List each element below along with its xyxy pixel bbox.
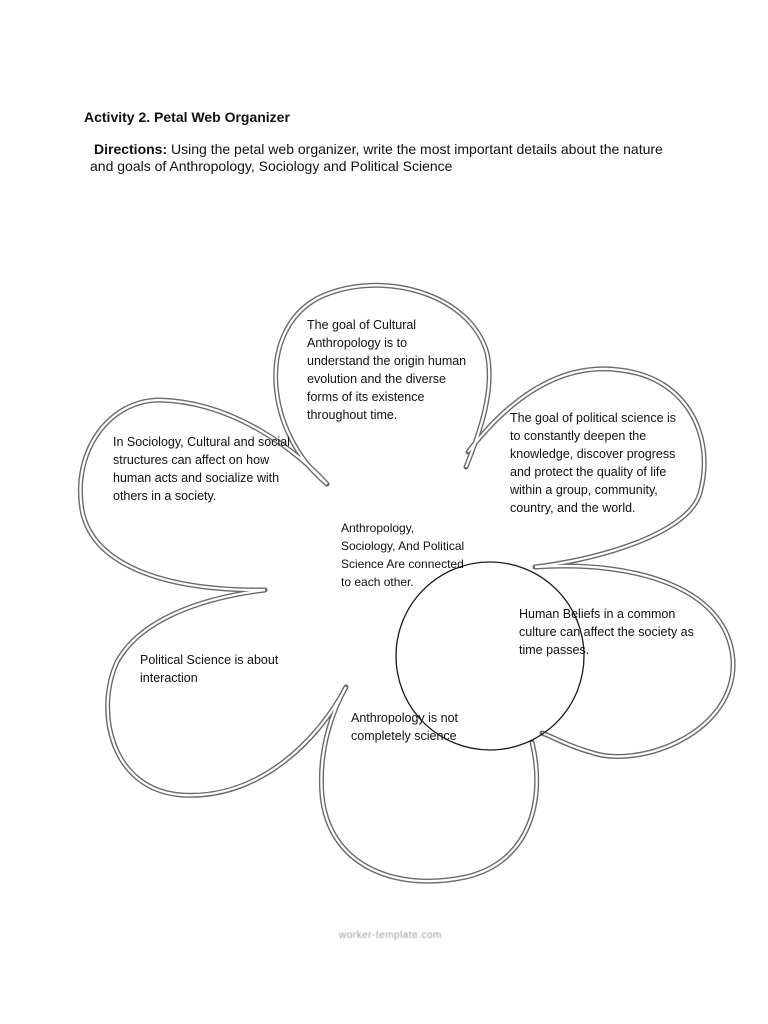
- center-text: Anthropology, Sociology, And Political Science Are connected to each other.: [341, 521, 465, 589]
- directions-label: Directions:: [94, 141, 168, 157]
- petal-bottom-text: Anthropology is not completely science: [351, 711, 459, 743]
- petal-top-text: The goal of Cultural Anthropology is to understand the origin human evolution and the diverse forms of its existence throughout time.: [307, 318, 467, 422]
- activity-title: Activity 2. Petal Web Organizer: [84, 109, 290, 125]
- watermark-footer: worker-template.com: [339, 930, 442, 941]
- petal-lower-left: [108, 590, 346, 795]
- petal-right-text: The goal of political science is to constantly deepen the knowledge, discover progress and protect the quality of life within a group, community, country, and the world.: [510, 411, 677, 515]
- petal-lower-right-text: Human Beliefs in a common culture can affect the society as time passes.: [519, 607, 694, 657]
- directions-text: Using the petal web organizer, write the most important details about the nature and goals of Anthropology, Sociology and Political Science: [90, 141, 663, 174]
- petal-lower-left-text: Political Science is about interaction: [140, 653, 279, 685]
- petal-left-text: In Sociology, Cultural and social structures can affect on how human acts and socialize with others in a society.: [113, 435, 290, 503]
- petal-lower-right: [535, 566, 733, 756]
